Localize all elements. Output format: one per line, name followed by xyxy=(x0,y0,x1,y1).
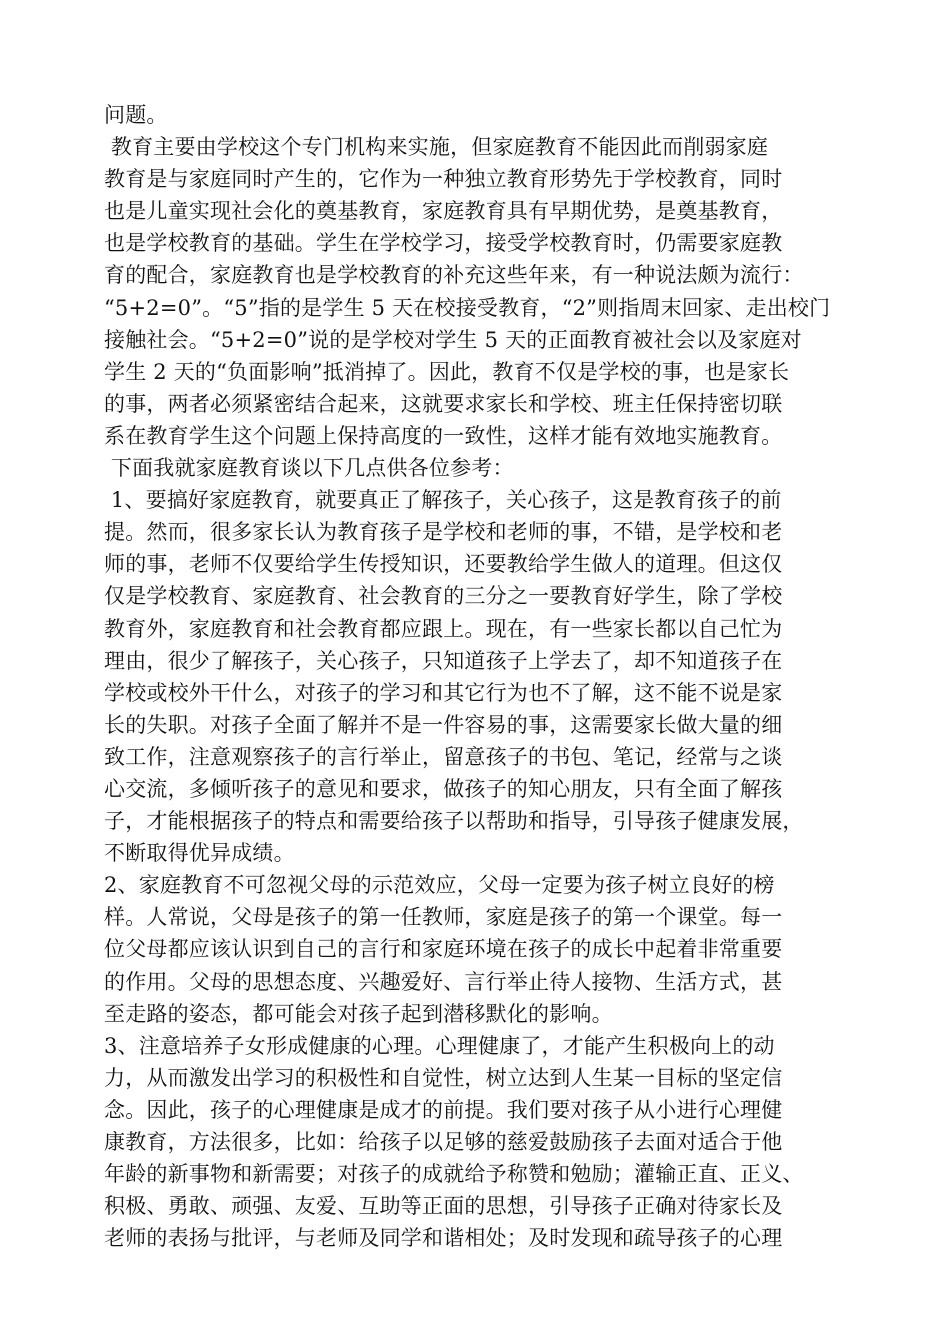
text-line: 理由，很少了解孩子，关心孩子，只知道孩子上学去了，却不知道孩子在 xyxy=(104,648,783,673)
text-line: 也是儿童实现社会化的奠基教育，家庭教育具有早期优势，是奠基教育， xyxy=(104,199,783,224)
text-line: 子，才能根据孩子的特点和需要给孩子以帮助和指导，引导孩子健康发展， xyxy=(104,809,804,834)
text-line: 仅是学校教育、家庭教育、社会教育的三分之一要教育好学生，除了学校 xyxy=(104,584,783,609)
text-line: 问题。 xyxy=(104,103,168,127)
text-line: 积极、勇敢、顽强、友爱、互助等正面的思想，引导孩子正确对待家长及 xyxy=(104,1194,783,1219)
text-line: 样。人常说，父母是孩子的第一任教师，家庭是孩子的第一个课堂。每一 xyxy=(104,905,783,930)
text-line: 不断取得优异成绩。 xyxy=(104,841,295,866)
text-line: 1、要搞好家庭教育，就要真正了解孩子，关心孩子，这是教育孩子的前 xyxy=(104,488,782,513)
text-line: 师的事，老师不仅要给学生传授知识，还要教给学生做人的道理。但这仅 xyxy=(104,552,783,577)
text-line: 念。因此，孩子的心理健康是成才的前提。我们要对孩子从小进行心理健 xyxy=(104,1097,783,1122)
text-line: 育的配合，家庭教育也是学校教育的补充这些年来，有一种说法颇为流行： xyxy=(104,263,804,288)
text-line: 力，从而激发出学习的积极性和自觉性，树立达到人生某一目标的坚定信 xyxy=(104,1065,783,1090)
text-line: 接触社会。“5+2=0”说的是学校对学生 5 天的正面教育被社会以及家庭对 xyxy=(104,327,802,352)
text-line: 心交流，多倾听孩子的意见和要求，做孩子的知心朋友，只有全面了解孩 xyxy=(104,776,783,801)
text-line: 也是学校教育的基础。学生在学校学习，接受学校教育时，仍需要家庭教 xyxy=(104,231,783,256)
text-line: 年龄的新事物和新需要；对孩子的成就给予称赞和勉励；灌输正直、正义、 xyxy=(104,1162,804,1187)
text-line: 3、注意培养子女形成健康的心理。心理健康了，才能产生积极向上的动 xyxy=(104,1033,775,1058)
text-line: 老师的表扬与批评，与老师及同学和谐相处；及时发现和疏导孩子的心理 xyxy=(104,1226,783,1251)
text-line: 系在教育学生这个问题上保持高度的一致性，这样才能有效地实施教育。 xyxy=(104,423,783,448)
text-line: 致工作，注意观察孩子的言行举止，留意孩子的书包、笔记，经常与之谈 xyxy=(104,744,783,769)
text-line: 下面我就家庭教育谈以下几点供各位参考： xyxy=(104,456,514,481)
text-line: 教育主要由学校这个专门机构来实施，但家庭教育不能因此而削弱家庭 xyxy=(104,135,769,160)
text-line: 位父母都应该认识到自己的言行和家庭环境在孩子的成长中起着非常重要 xyxy=(104,937,783,962)
text-line: 的作用。父母的思想态度、兴趣爱好、言行举止待人接物、生活方式，甚 xyxy=(104,969,783,994)
text-line: 的事，两者必须紧密结合起来，这就要求家长和学校、班主任保持密切联 xyxy=(104,391,783,416)
text-line: 教育是与家庭同时产生的，它作为一种独立教育形势先于学校教育，同时 xyxy=(104,167,783,192)
text-line: 学校或校外干什么，对孩子的学习和其它行为也不了解，这不能不说是家 xyxy=(104,680,783,705)
text-line: 提。然而，很多家长认为教育孩子是学校和老师的事，不错，是学校和老 xyxy=(104,520,783,545)
text-line: 教育外，家庭教育和社会教育都应跟上。现在，有一些家长都以自己忙为 xyxy=(104,616,783,641)
text-line: 至走路的姿态，都可能会对孩子起到潜移默化的影响。 xyxy=(104,1001,613,1026)
text-line: 长的失职。对孩子全面了解并不是一件容易的事，这需要家长做大量的细 xyxy=(104,712,783,737)
text-line: 康教育，方法很多，比如：给孩子以足够的慈爱鼓励孩子去面对适合于他 xyxy=(104,1130,783,1154)
text-line: 学生 2 天的“负面影响”抵消掉了。因此，教育不仅是学校的事，也是家长 xyxy=(104,359,790,384)
body-text xyxy=(104,99,864,1254)
text-line: 2、家庭教育不可忽视父母的示范效应，父母一定要为孩子树立良好的榜 xyxy=(104,873,775,898)
text-line: “5+2=0”。“5”指的是学生 5 天在校接受教育，“2”则指周末回家、走出校门 xyxy=(104,295,831,320)
